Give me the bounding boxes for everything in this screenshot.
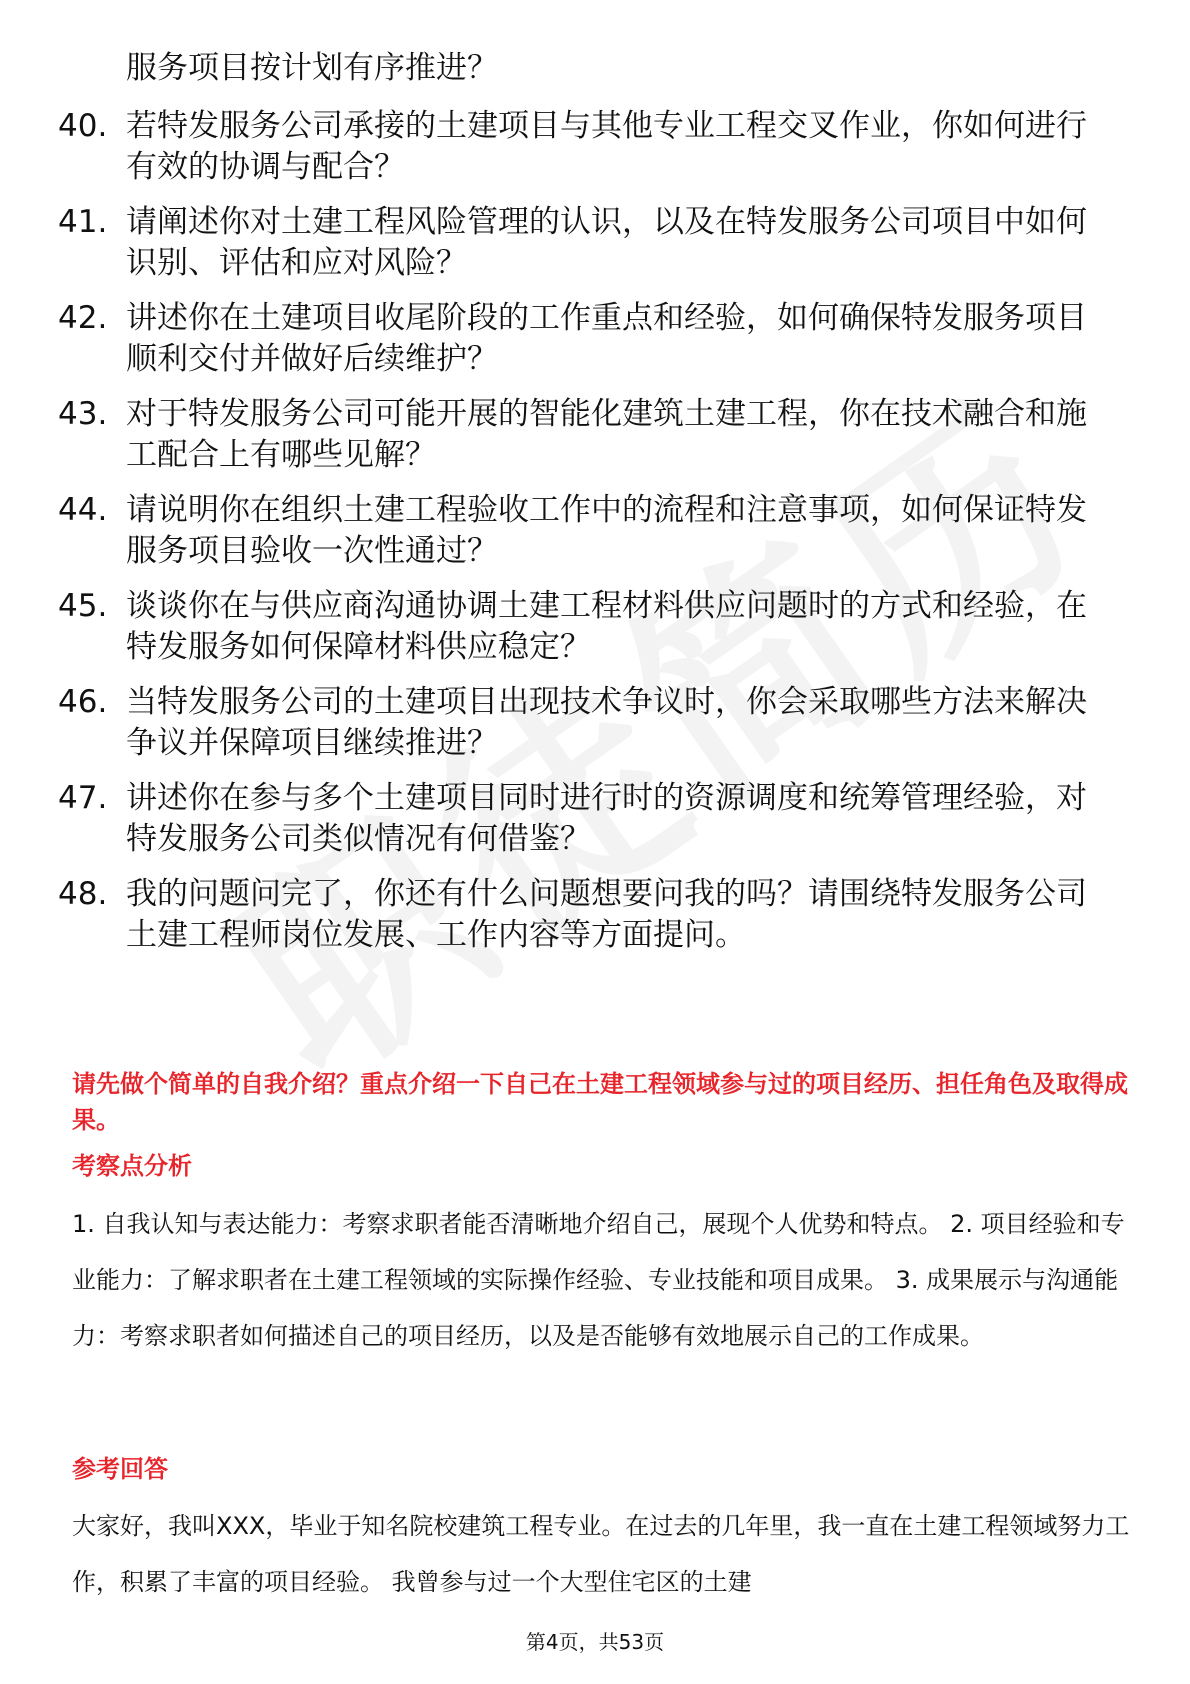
analysis-text: 1. 自我认知与表达能力：考察求职者能否清晰地介绍自己，展现个人优势和特点。 2. 项目经验和专业能力：了解求职者在土建工程领域的实际操作经验、专业技能和项目成果。 3. 成果展示与沟通能力：考察求职者如何描述自己的项目经历，以及是否能够有效地展示自己的工作成果。 bbox=[72, 1210, 1125, 1350]
question-text: 当特发服务公司的土建项目出现技术争议时，你会采取哪些方法来解决争议并保障项目继续推进？ bbox=[126, 684, 1087, 761]
question-number: 43. bbox=[58, 396, 108, 432]
question-text: 谈谈你在与供应商沟通协调土建工程材料供应问题时的方式和经验，在特发服务如何保障材料供应稳定？ bbox=[126, 588, 1087, 665]
question-text: 我的问题问完了，你还有什么问题想要问我的吗？请围绕特发服务公司土建工程师岗位发展、工作内容等方面提问。 bbox=[126, 876, 1087, 953]
question-number: 44. bbox=[58, 492, 108, 528]
page-footer: 第4页，共53页 bbox=[525, 1630, 665, 1654]
question-text: 服务项目按计划有序推进？ bbox=[126, 50, 498, 86]
answer-text: 大家好，我叫XXX，毕业于知名院校建筑工程专业。在过去的几年里，我一直在土建工程领域努力工作，积累了丰富的项目经验。 我曾参与过一个大型住宅区的土建 bbox=[72, 1512, 1130, 1596]
question-text: 对于特发服务公司可能开展的智能化建筑土建工程，你在技术融合和施工配合上有哪些见解？ bbox=[126, 396, 1087, 473]
question-heading: 请先做个简单的自我介绍？重点介绍一下自己在土建工程领域参与过的项目经历、担任角色及取得成果。 bbox=[72, 1070, 1128, 1134]
question-number: 48. bbox=[58, 876, 108, 912]
question-text: 讲述你在参与多个土建项目同时进行时的资源调度和统筹管理经验，对特发服务公司类似情况有何借鉴？ bbox=[126, 780, 1087, 857]
question-number: 40. bbox=[58, 108, 108, 144]
question-text: 讲述你在土建项目收尾阶段的工作重点和经验，如何确保特发服务项目顺利交付并做好后续维护？ bbox=[126, 300, 1087, 377]
question-number: 46. bbox=[58, 684, 108, 720]
question-text: 若特发服务公司承接的土建项目与其他专业工程交叉作业，你如何进行有效的协调与配合？ bbox=[126, 108, 1087, 185]
question-number: 42. bbox=[58, 300, 108, 336]
analysis-heading: 考察点分析 bbox=[72, 1152, 192, 1180]
question-text: 请说明你在组织土建工程验收工作中的流程和注意事项，如何保证特发服务项目验收一次性通过？ bbox=[126, 492, 1087, 569]
question-number: 41. bbox=[58, 204, 108, 240]
answer-heading: 参考回答 bbox=[72, 1455, 168, 1483]
question-text: 请阐述你对土建工程风险管理的认识，以及在特发服务公司项目中如何识别、评估和应对风险？ bbox=[126, 204, 1087, 281]
question-number: 45. bbox=[58, 588, 108, 624]
question-number: 47. bbox=[58, 780, 108, 816]
